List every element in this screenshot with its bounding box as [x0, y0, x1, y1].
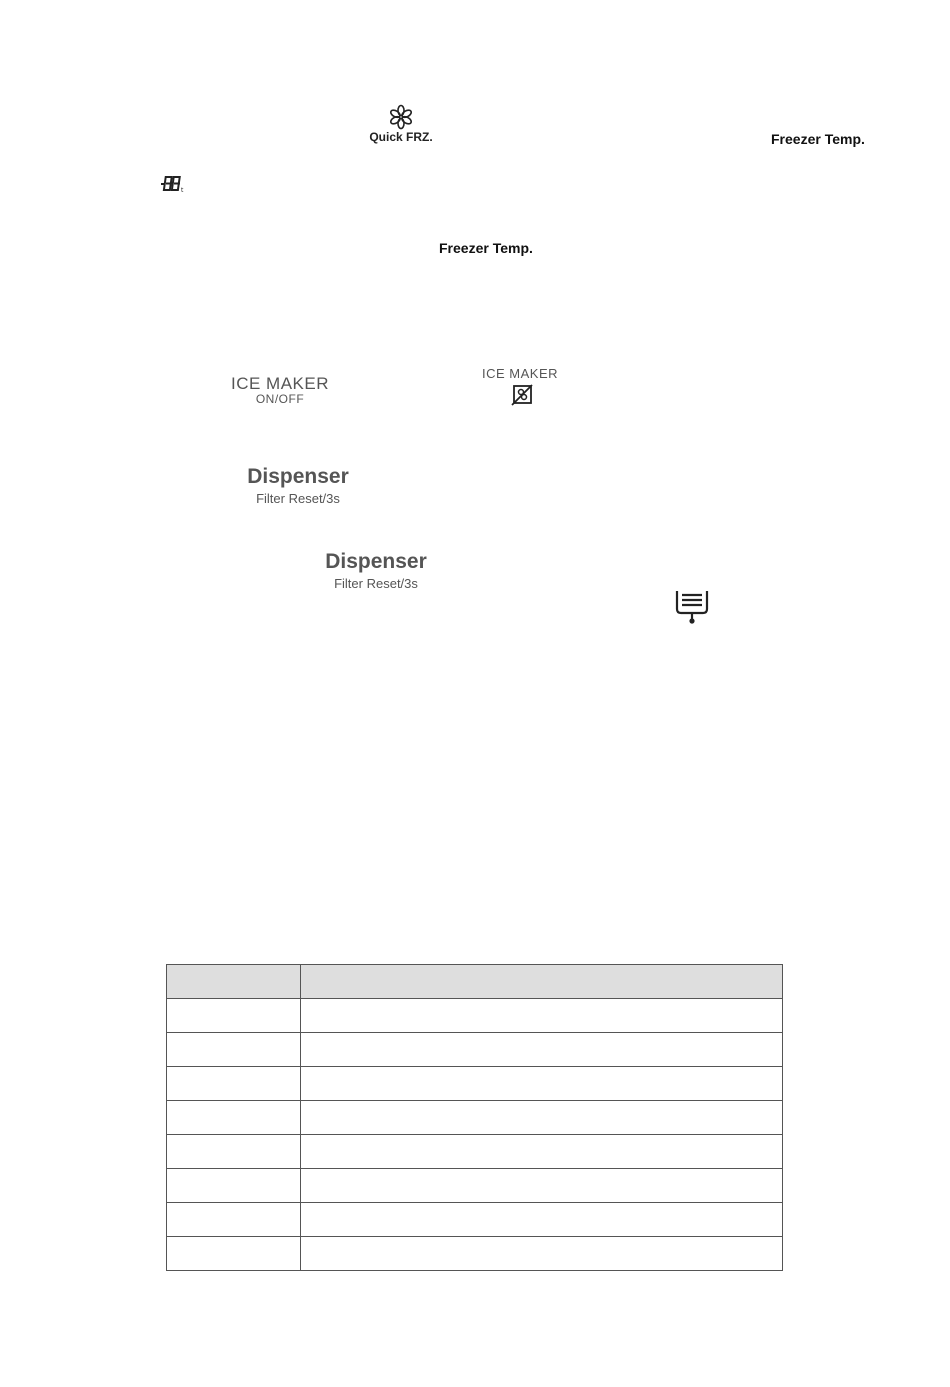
- ice-maker-indicator: [482, 366, 558, 406]
- table-cell: [301, 1101, 783, 1135]
- ice-maker-button[interactable]: [224, 374, 336, 406]
- ice-maker-indicator-title: ICE MAKER: [482, 366, 559, 381]
- dispenser-title-1: Dispenser: [247, 465, 349, 488]
- ice-maker-subtitle: ON/OFF: [255, 392, 305, 406]
- table-cell: [167, 1033, 301, 1067]
- table-row: [167, 1067, 783, 1101]
- table-header-cell: [167, 965, 301, 999]
- table-row: [167, 1101, 783, 1135]
- table-row: [167, 1237, 783, 1271]
- table-cell: [167, 999, 301, 1033]
- ice-maker-title: ICE MAKER: [230, 374, 330, 393]
- dispenser-title-2: Dispenser: [325, 550, 427, 573]
- svg-text:t: t: [181, 187, 184, 193]
- table-cell: [301, 1169, 783, 1203]
- table-row: [167, 1203, 783, 1237]
- water-filter-icon: [674, 589, 710, 630]
- table-cell: [167, 1203, 301, 1237]
- ice-maker-off-icon: [511, 384, 533, 406]
- quick-frz-group[interactable]: [358, 104, 444, 144]
- table-row: [167, 1135, 783, 1169]
- table-cell: [301, 1135, 783, 1169]
- quick-frz-label: Quick FRZ.: [369, 130, 433, 144]
- snowflake-icon: [388, 104, 414, 130]
- dispenser-button-1[interactable]: [238, 465, 358, 506]
- table-row: [167, 999, 783, 1033]
- table-cell: [301, 1067, 783, 1101]
- table-cell: [301, 1033, 783, 1067]
- table-header-row: [167, 965, 783, 999]
- table-cell: [301, 1203, 783, 1237]
- freezer-temp-label-mid: Freezer Temp.: [439, 240, 533, 256]
- table-cell: [167, 1067, 301, 1101]
- table-cell: [167, 1237, 301, 1271]
- dispenser-button-2[interactable]: [316, 550, 436, 591]
- table-cell: [301, 1237, 783, 1271]
- table-row: [167, 1169, 783, 1203]
- table-cell: [167, 1169, 301, 1203]
- table-row: [167, 1033, 783, 1067]
- segment-display-icon: [160, 175, 186, 198]
- empty-table: [166, 964, 783, 1271]
- dispenser-subtitle-2: Filter Reset/3s: [334, 576, 418, 591]
- dispenser-subtitle-1: Filter Reset/3s: [256, 491, 340, 506]
- freezer-temp-label-top: Freezer Temp.: [771, 131, 865, 147]
- table-header-cell: [301, 965, 783, 999]
- table-cell: [301, 999, 783, 1033]
- table-cell: [167, 1135, 301, 1169]
- table-cell: [167, 1101, 301, 1135]
